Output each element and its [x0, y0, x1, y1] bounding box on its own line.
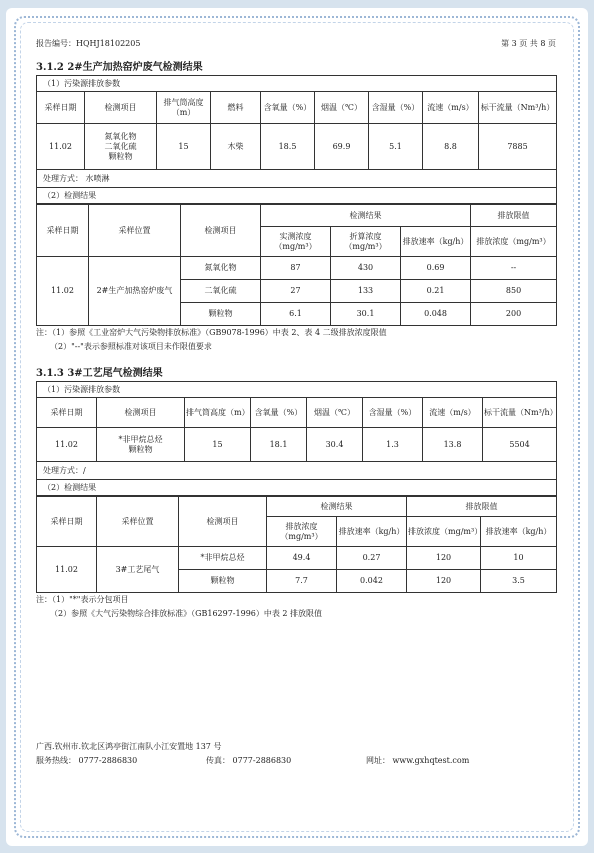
col-header: 燃料: [211, 92, 261, 124]
cell-oxygen: 18.5: [261, 124, 315, 170]
col-header: 采样日期: [37, 497, 97, 547]
note: 注：（1）"*"表示分包项目: [36, 595, 129, 604]
col-header: 检测项目: [181, 205, 261, 257]
footer-service: 服务热线： 0777-2886830: [36, 756, 138, 765]
page-footer: [36, 740, 556, 768]
cell-limit-rate: 3.5: [481, 570, 557, 593]
cell-item: 二氧化硫: [181, 280, 261, 303]
cell-limit-rate: 10: [481, 547, 557, 570]
cell-limit: 200: [471, 303, 557, 326]
footer-fax: 传真： 0777-2886830: [206, 756, 292, 765]
subsection-label: （2）检测结果: [37, 188, 557, 204]
subsection-label: （2）检测结果: [37, 480, 557, 496]
cell-rate: 0.048: [401, 303, 471, 326]
col-header: 标干流量（Nm³/h）: [479, 92, 557, 124]
cell-item: 颗粒物: [181, 303, 261, 326]
cell-flow: 5504: [483, 428, 557, 462]
cell-rate: 0.21: [401, 280, 471, 303]
cell-rate: 0.27: [337, 547, 407, 570]
col-header: 排气筒高度（m）: [157, 92, 211, 124]
cell-rate: 0.042: [337, 570, 407, 593]
table-312-results: [36, 204, 557, 326]
cell-velocity: 8.8: [423, 124, 479, 170]
cell-items: *非甲烷总烃 颗粒物: [97, 428, 185, 462]
col-header: 采样位置: [97, 497, 179, 547]
cell-height: 15: [157, 124, 211, 170]
report-number: 报告编号：HQHJ18102205: [36, 39, 141, 48]
cell-date: 11.02: [37, 257, 89, 326]
note: 注：（1）参照《工业窑炉大气污染物排放标准》（GB9078-1996）中表 2、表 4 二级排放浓度限值: [36, 328, 387, 337]
col-header: 排放浓度（mg/m³）: [267, 517, 337, 547]
subsection-label: （1）污染源排放参数: [37, 76, 557, 92]
col-header: 含氧量（%）: [251, 398, 307, 428]
cell-location: 3#工艺尾气: [97, 547, 179, 593]
col-header: 采样位置: [89, 205, 181, 257]
table-313-results: [36, 496, 557, 593]
footer-contacts: [36, 754, 556, 768]
col-header: 排放限值: [407, 497, 557, 517]
col-header: 标干流量（Nm³/h）: [483, 398, 557, 428]
notes-312: [36, 326, 556, 354]
section-title-312: 3.1.2 2#生产加热窑炉废气检测结果: [36, 62, 203, 73]
footer-address: 广西.钦州市.钦北区鸿亭街江南队小江安置地 137 号: [36, 742, 222, 751]
col-header: 采样日期: [37, 398, 97, 428]
col-header: 检测结果: [261, 205, 471, 227]
col-header: 检测项目: [179, 497, 267, 547]
cell-converted: 30.1: [331, 303, 401, 326]
cell-humidity: 1.3: [363, 428, 423, 462]
cell-measured: 27: [261, 280, 331, 303]
cell-date: 11.02: [37, 547, 97, 593]
col-header: 采样日期: [37, 205, 89, 257]
cell-humidity: 5.1: [369, 124, 423, 170]
cell-item: 颗粒物: [179, 570, 267, 593]
cell-measured: 6.1: [261, 303, 331, 326]
cell-location: 2#生产加热窑炉废气: [89, 257, 181, 326]
cell-limit: --: [471, 257, 557, 280]
cell-measured: 87: [261, 257, 331, 280]
cell-date: 11.02: [37, 428, 97, 462]
cell-converted: 133: [331, 280, 401, 303]
cell-item: *非甲烷总烃: [179, 547, 267, 570]
cell-velocity: 13.8: [423, 428, 483, 462]
col-header: 采样日期: [37, 92, 85, 124]
cell-limit: 850: [471, 280, 557, 303]
cell-fuel: 木柴: [211, 124, 261, 170]
cell-items: 氮氧化物 二氧化硫 颗粒物: [85, 124, 157, 170]
col-header: 流速（m/s）: [423, 398, 483, 428]
col-header: 排放速率（kg/h）: [337, 517, 407, 547]
cell-temp: 69.9: [315, 124, 369, 170]
treatment-method: 处理方式：/: [37, 462, 557, 480]
cell-flow: 7885: [479, 124, 557, 170]
footer-web: 网址： www.gxhqtest.com: [366, 756, 470, 765]
report-content: [36, 38, 556, 621]
note: （2）"--"表示参照标准对该项目未作限值要求: [50, 342, 212, 351]
cell-rate: 0.69: [401, 257, 471, 280]
table-313-params: [36, 381, 557, 496]
col-header: 烟温（℃）: [307, 398, 363, 428]
note: （2）参照《大气污染物综合排放标准》（GB16297-1996）中表 2 排放限值: [50, 609, 323, 618]
col-header: 排放浓度（mg/m³）: [407, 517, 481, 547]
page-header: [36, 38, 556, 50]
table-312-params: [36, 75, 557, 204]
cell-temp: 30.4: [307, 428, 363, 462]
col-header: 排放速率（kg/h）: [401, 227, 471, 257]
cell-item: 氮氧化物: [181, 257, 261, 280]
notes-313: [36, 593, 556, 621]
col-header: 检测项目: [97, 398, 185, 428]
col-header: 折算浓度（mg/m³）: [331, 227, 401, 257]
cell-conc: 7.7: [267, 570, 337, 593]
col-header: 实测浓度（mg/m³）: [261, 227, 331, 257]
col-header: 检测项目: [85, 92, 157, 124]
col-header: 含湿量（%）: [363, 398, 423, 428]
col-header: 排放限值: [471, 205, 557, 227]
cell-height: 15: [185, 428, 251, 462]
col-header: 流速（m/s）: [423, 92, 479, 124]
cell-converted: 430: [331, 257, 401, 280]
col-header: 含氧量（%）: [261, 92, 315, 124]
col-header: 排气筒高度（m）: [185, 398, 251, 428]
subsection-label: （1）污染源排放参数: [37, 382, 557, 398]
cell-conc: 49.4: [267, 547, 337, 570]
cell-limit-conc: 120: [407, 547, 481, 570]
col-header: 检测结果: [267, 497, 407, 517]
report-page: [6, 8, 588, 846]
cell-oxygen: 18.1: [251, 428, 307, 462]
cell-date: 11.02: [37, 124, 85, 170]
col-header: 排放浓度（mg/m³）: [471, 227, 557, 257]
col-header: 烟温（℃）: [315, 92, 369, 124]
section-title-313: 3.1.3 3#工艺尾气检测结果: [36, 368, 163, 379]
page-number: 第 3 页 共 8 页: [501, 39, 556, 48]
col-header: 排放速率（kg/h）: [481, 517, 557, 547]
col-header: 含湿量（%）: [369, 92, 423, 124]
cell-limit-conc: 120: [407, 570, 481, 593]
treatment-method: 处理方式： 水喷淋: [37, 170, 557, 188]
